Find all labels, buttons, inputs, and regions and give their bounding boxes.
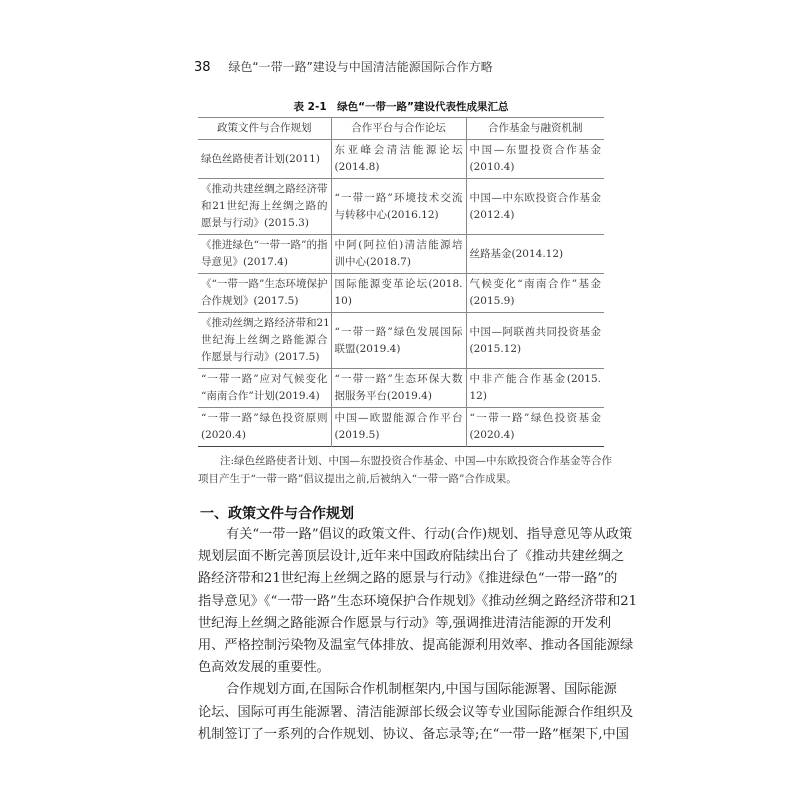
text-line: 中国—东盟投资合作基金: [469, 144, 601, 156]
page-number: 38: [194, 60, 211, 75]
text-line: 气候变化“南南合作”基金: [469, 278, 601, 290]
text-line: 愿景与行动》(2015.3): [201, 217, 309, 229]
table-note: [198, 452, 613, 488]
text-line: 世纪海上丝绸之路能源合: [201, 334, 328, 346]
text-line: 《“一带一路”生态环境保护: [201, 278, 328, 290]
text-line: 与转移中心(2016.12): [334, 208, 439, 221]
text-line: 据服务平台(2019.4): [334, 390, 432, 402]
text-line: “一带一路”绿色投资基金: [469, 412, 601, 424]
table-cell: [331, 140, 466, 179]
text-line: 路经济带和21世纪海上丝绸之路的愿景与行动》《推进绿色“一带一路”的: [198, 571, 618, 587]
text-line: 绿色丝路使者计划(2011): [201, 152, 320, 165]
text-line: 规划层面不断完善顶层设计,近年来中国政府陆续出台了《推动共建丝绸之: [198, 549, 625, 565]
text-line: 作愿景与行动》(2017.5): [201, 351, 320, 363]
table-cell: [331, 179, 466, 235]
column-header: 合作基金与融资机制: [466, 118, 604, 140]
text-line: 中非产能合作基金(2015.: [469, 373, 601, 385]
text-line: (2019.5): [334, 429, 380, 441]
table-row: [198, 369, 604, 408]
text-line: 东亚峰会清洁能源论坛: [334, 144, 463, 156]
text-line: (2012.4): [469, 208, 515, 221]
body-paragraph: [198, 679, 634, 746]
table-cell: [198, 274, 331, 313]
text-line: 和21世纪海上丝绸之路的: [201, 200, 328, 212]
text-line: (2014.8): [334, 161, 380, 173]
column-header: 合作平台与合作论坛: [331, 118, 466, 140]
body-text: [198, 524, 638, 746]
text-line: 合作规划》(2017.5): [201, 295, 299, 307]
text-line: 指导意见》《“一带一路”生态环境保护合作规划》《推动丝绸之路经济带和21: [198, 593, 638, 609]
text-line: “一带一路”环境技术交流: [334, 191, 463, 204]
text-line: 中国—欧盟能源合作平台: [334, 412, 463, 424]
text-line: “南南合作”计划(2019.4): [201, 390, 320, 402]
text-line: 世纪海上丝绸之路能源合作愿景与行动》等,强调推进清洁能源的开发利: [198, 615, 612, 631]
table-cell: [466, 179, 604, 235]
text-line: 中阿(阿拉伯)清洁能源培: [334, 239, 463, 251]
column-header: 政策文件与合作规划: [198, 118, 331, 140]
text-line: 机制签订了一系列的合作规划、协议、备忘录等;在“一带一路”框架下,中国: [198, 726, 629, 742]
running-header: [194, 58, 493, 75]
text-line: 《推动共建丝绸之路经济带: [201, 183, 328, 195]
text-line: “一带一路”生态环保大数: [334, 373, 463, 385]
achievements-table: [198, 117, 604, 447]
text-line: 12): [469, 390, 487, 402]
text-line: 用、严格控制污染物及温室气体排放、提高能源利用效率、推动各国能源绿: [198, 638, 634, 654]
table-cell: [466, 235, 604, 274]
section-heading: 一、政策文件与合作规划: [200, 506, 354, 522]
text-line: 中国—阿联酋共同投资基金: [469, 325, 601, 338]
table-row: [198, 235, 604, 274]
body-paragraph: [198, 524, 638, 679]
text-line: 训中心(2018.7): [334, 256, 411, 268]
table-row: [198, 179, 604, 235]
text-line: 中国—中东欧投资合作基金: [469, 191, 601, 204]
text-line: “一带一路”绿色投资原则: [201, 412, 328, 424]
text-line: 丝路基金(2014.12): [469, 247, 564, 260]
text-line: 注:绿色丝路使者计划、中国—东盟投资合作基金、中国—中东欧投资合作基金等合作: [220, 455, 613, 467]
table-cell: [331, 313, 466, 369]
text-line: 《推进绿色“一带一路”的指: [201, 239, 328, 251]
table-cell: [198, 235, 331, 274]
text-line: 色高效发展的重要性。: [198, 660, 330, 676]
table-cell: [466, 313, 604, 369]
text-line: (2020.4): [201, 429, 246, 441]
text-line: (2015.12): [469, 342, 522, 355]
text-line: 导意见》(2017.4): [201, 256, 288, 268]
table-cell: [331, 235, 466, 274]
text-line: “一带一路”应对气候变化: [201, 373, 328, 385]
table-row: [198, 274, 604, 313]
text-line: “一带一路”绿色发展国际: [334, 325, 463, 338]
table-cell: [466, 369, 604, 408]
table-cell: [331, 408, 466, 447]
text-line: 论坛、国际可再生能源署、清洁能源部长级会议等专业国际能源合作组织及: [198, 704, 634, 720]
table-row: [198, 408, 604, 447]
table-cell: [198, 313, 331, 369]
text-line: 合作规划方面,在国际合作机制框架内,中国与国际能源署、国际能源: [226, 682, 617, 698]
table-row: [198, 313, 604, 369]
text-line: 国际能源变革论坛(2018.: [334, 278, 463, 290]
text-line: (2010.4): [469, 161, 515, 173]
table-cell: [331, 274, 466, 313]
table-row: [198, 140, 604, 179]
text-line: 有关“一带一路”倡议的政策文件、行动(合作)规划、指导意见等从政策: [226, 527, 633, 542]
text-line: 联盟(2019.4): [334, 342, 401, 355]
text-line: (2020.4): [469, 429, 515, 441]
table-cell: [198, 408, 331, 447]
table-cell: [198, 369, 331, 408]
table-header-row: [198, 118, 604, 140]
table-block: [198, 117, 613, 488]
table-cell: [466, 408, 604, 447]
table-cell: [466, 140, 604, 179]
text-line: (2015.9): [469, 295, 515, 307]
text-line: 10): [334, 295, 352, 307]
table-cell: [466, 274, 604, 313]
table-cell: [198, 140, 331, 179]
book-title: 绿色“一带一路”建设与中国清洁能源国际合作方略: [228, 60, 493, 74]
text-line: 项目产生于“一带一路”倡议提出之前,后被纳入“一带一路”合作成果。: [198, 473, 517, 485]
table-caption: 表 2-1 绿色“一带一路”建设代表性成果汇总: [293, 101, 509, 113]
table-cell: [331, 369, 466, 408]
table-cell: [198, 179, 331, 235]
text-line: 《推动丝绸之路经济带和21: [201, 317, 330, 329]
